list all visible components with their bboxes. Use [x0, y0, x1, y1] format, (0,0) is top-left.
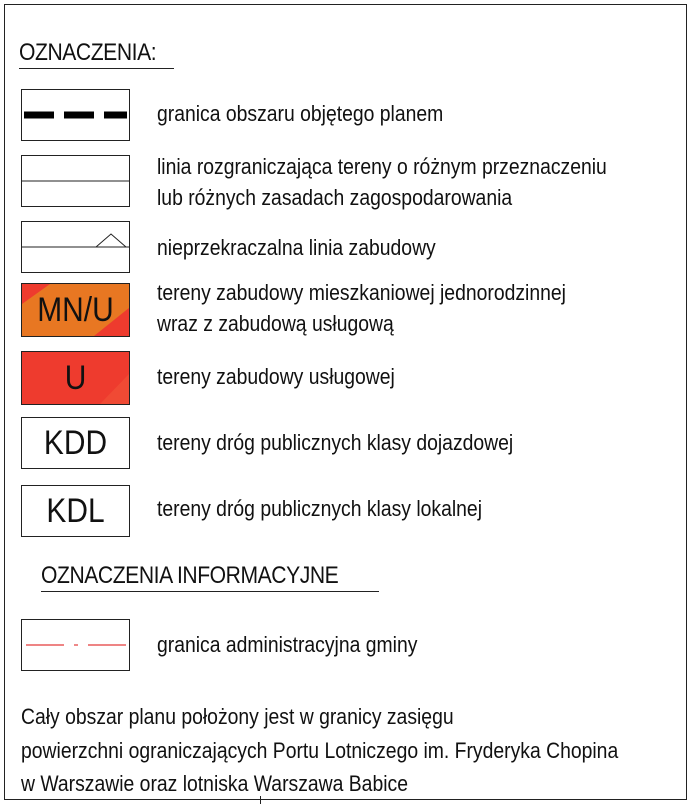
label-plan-boundary — [157, 98, 443, 129]
symbol-kdd — [21, 417, 130, 469]
legend-title: OZNACZENIA: — [19, 39, 157, 66]
dividing-line-icon — [22, 156, 129, 206]
zone-code: MN/U — [37, 290, 114, 329]
label-line: tereny zabudowy usługowej — [157, 364, 395, 389]
label-line: lub różnych zasadach zagospodarowania — [157, 185, 513, 210]
map-legend — [4, 4, 687, 800]
info-title: OZNACZENIA INFORMACYJNE — [41, 562, 339, 589]
label-line: nieprzekraczalna linia zabudowy — [157, 235, 436, 260]
symbol-mn-u — [21, 283, 130, 337]
frame-tick — [260, 796, 261, 804]
label-u — [157, 361, 395, 392]
symbol-u — [21, 351, 130, 405]
label-line: granica obszaru objętego planem — [157, 101, 444, 126]
dashed-line-icon — [22, 90, 129, 140]
label-kdl — [157, 493, 482, 524]
label-building-line — [157, 232, 436, 263]
info-title-underline — [41, 591, 379, 592]
label-mn-u — [157, 277, 566, 339]
label-line: wraz z zabudową usługową — [157, 311, 394, 336]
label-line: tereny zabudowy mieszkaniowej jednorodzinnej — [157, 280, 566, 305]
symbol-kdl — [21, 485, 130, 537]
label-dividing-line — [157, 151, 607, 213]
legend-note — [21, 700, 618, 801]
note-line: powierzchni ograniczających Portu Lotniczego im. Fryderyka Chopina — [21, 737, 619, 763]
label-line: tereny dróg publicznych klasy dojazdowej — [157, 430, 514, 455]
symbol-building-line — [21, 221, 130, 273]
label-line: granica administracyjna gminy — [157, 632, 418, 657]
symbol-admin-boundary — [21, 619, 130, 671]
symbol-plan-boundary — [21, 89, 130, 141]
building-line-icon — [22, 222, 129, 272]
label-admin-boundary — [157, 629, 417, 660]
label-kdd — [157, 427, 513, 458]
admin-boundary-line-icon — [22, 620, 129, 670]
symbol-dividing-line — [21, 155, 130, 207]
zone-code: KDL — [46, 491, 105, 530]
note-line: Cały obszar planu położony jest w granicy zasięgu — [21, 704, 454, 729]
label-line: linia rozgraniczająca tereny o różnym przeznaczeniu — [157, 154, 607, 179]
zone-code: U — [64, 358, 87, 397]
note-line: w Warszawie oraz lotniska Warszawa Babice — [21, 771, 408, 796]
label-line: tereny dróg publicznych klasy lokalnej — [157, 496, 482, 521]
zone-code: KDD — [43, 423, 108, 462]
legend-title-underline — [19, 68, 174, 69]
